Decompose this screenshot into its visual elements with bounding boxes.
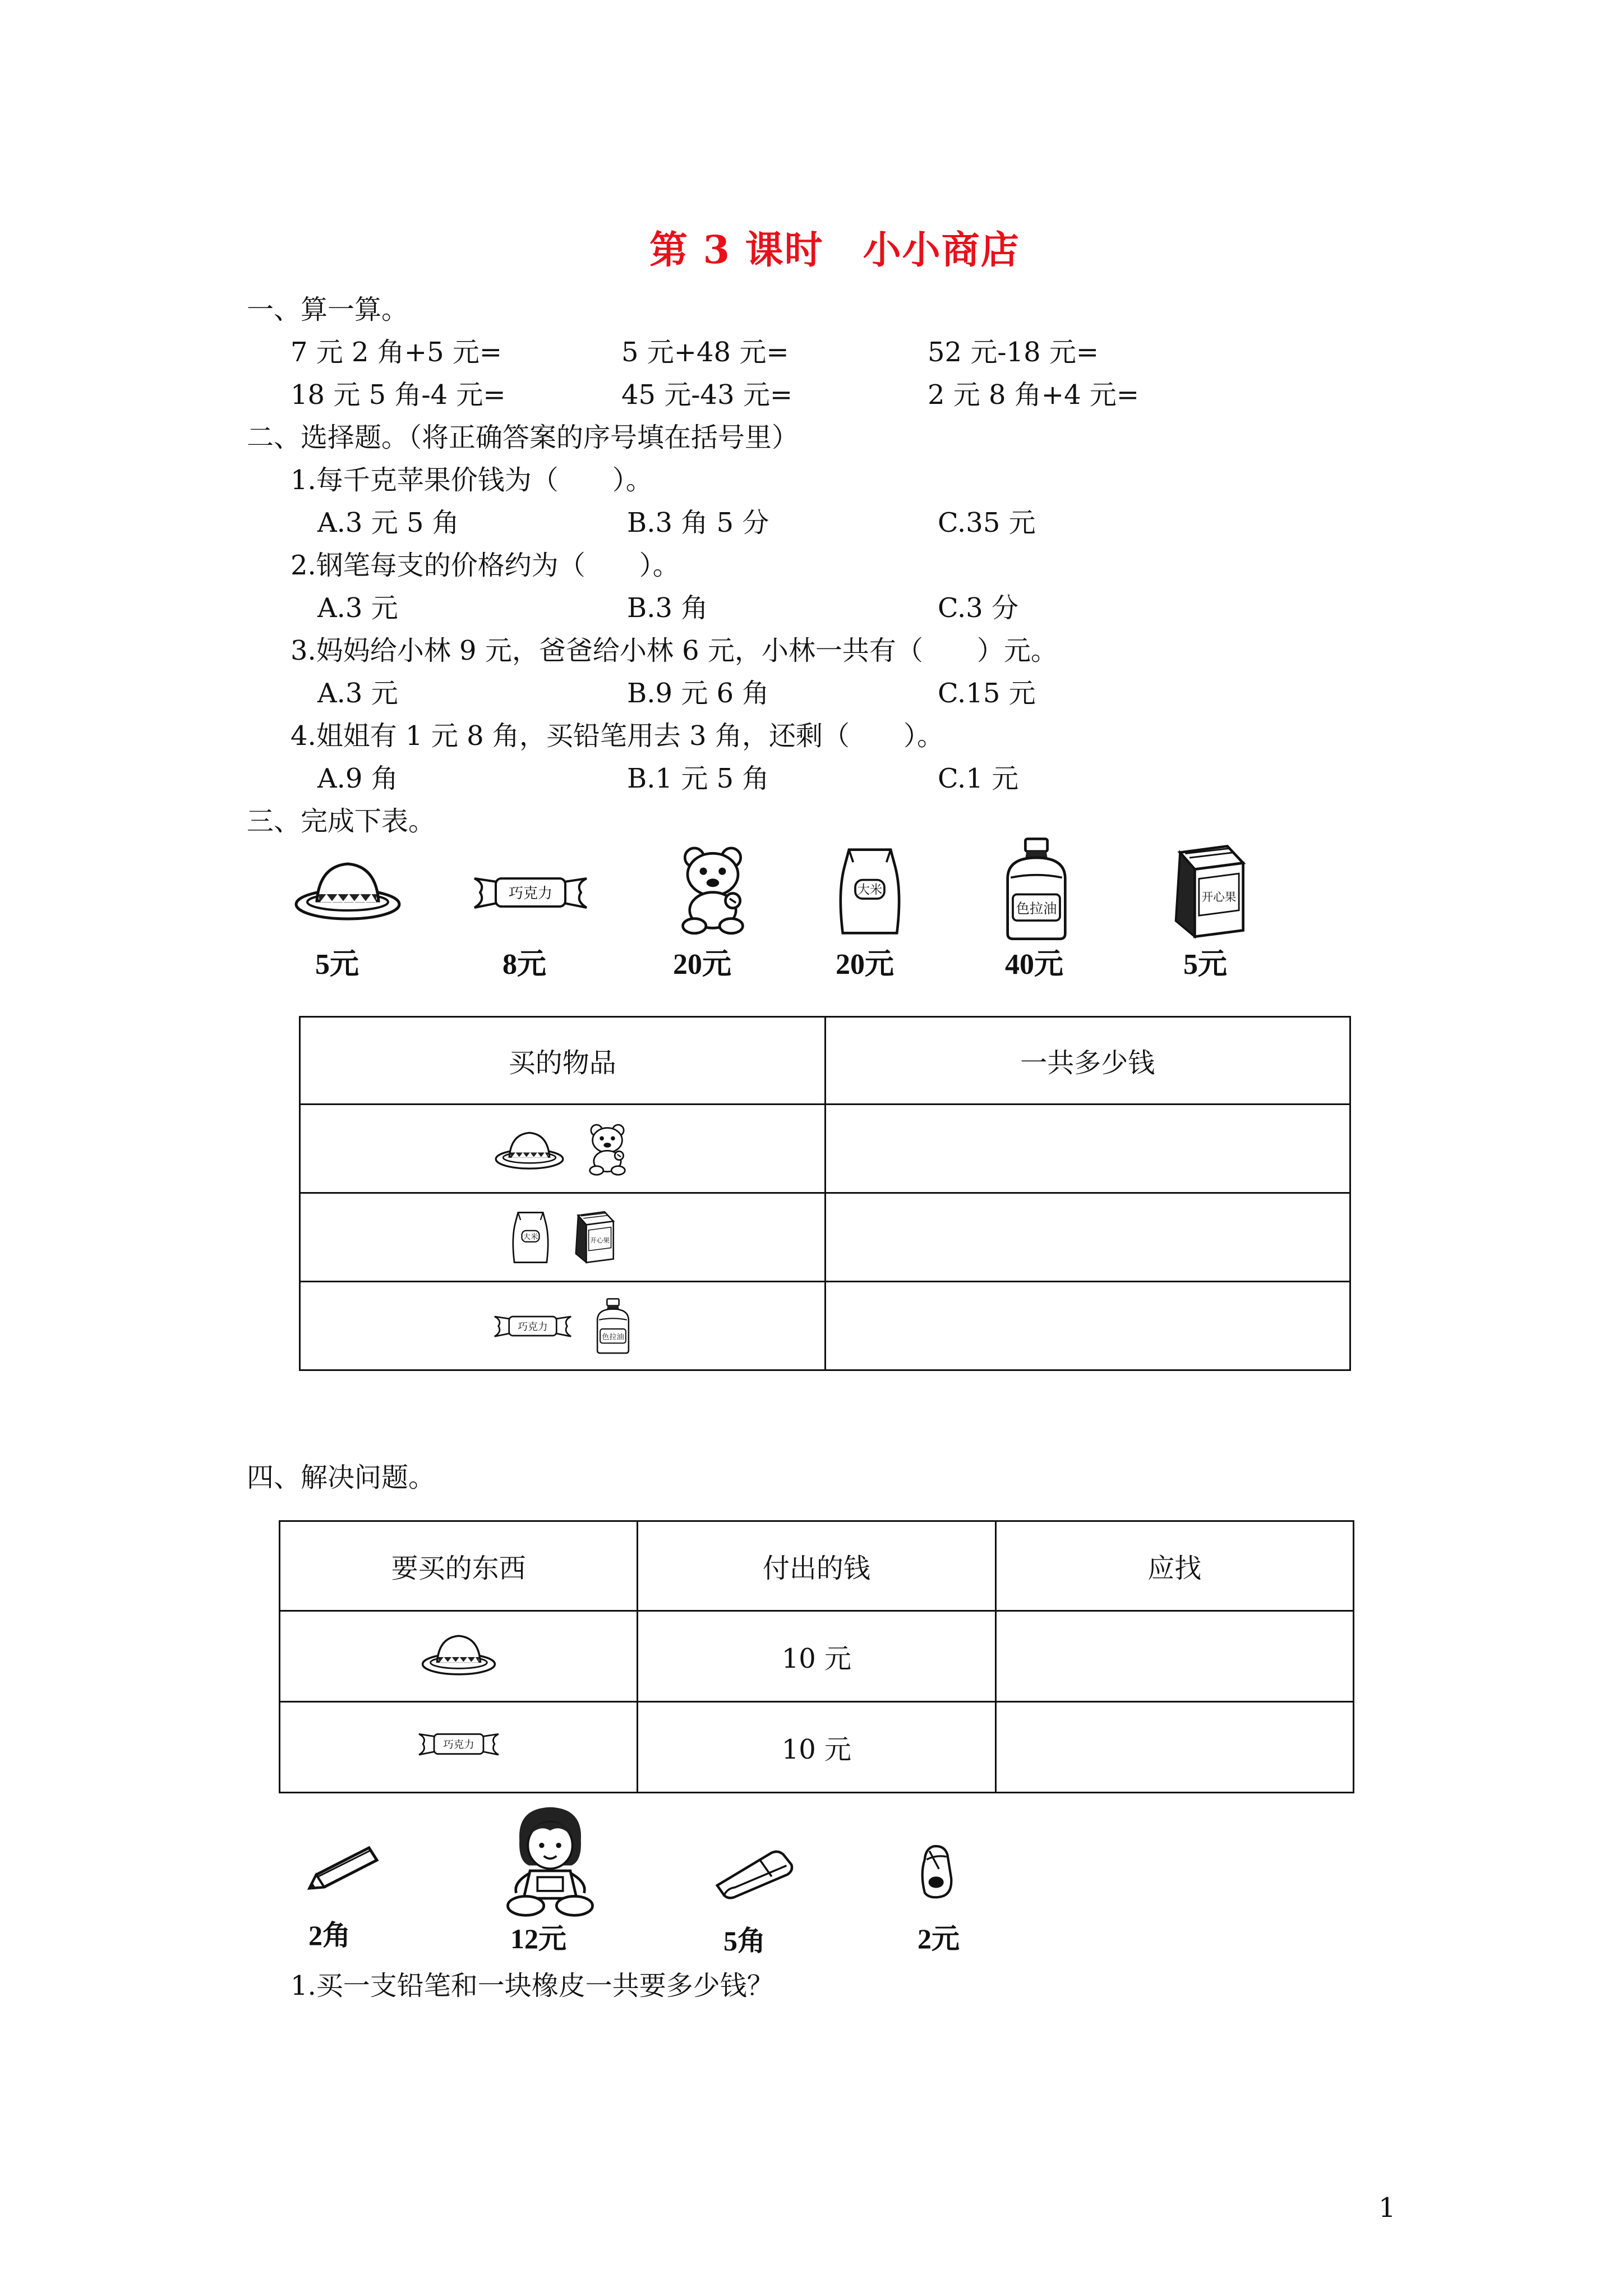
table-header: 应找 (995, 1521, 1353, 1611)
item-price: 2元 (917, 1923, 960, 1954)
purchase-table (299, 1016, 1351, 1371)
choice-option-a: A.3 元 (317, 678, 398, 709)
calc-problem: 18 元 5 角-4 元= (291, 379, 506, 411)
hat-icon (419, 1630, 498, 1677)
page-title: 第 3 课时 小小商店 (649, 228, 1020, 273)
paid-amount: 10 元 (638, 1702, 995, 1793)
table-header: 付出的钱 (638, 1521, 995, 1611)
item-price: 5角 (723, 1925, 766, 1957)
section2-heading: 二、选择题。（将正确答案的序号填在括号里） (247, 422, 799, 453)
snack-pack-icon (1164, 841, 1248, 942)
item-price: 5元 (315, 949, 359, 981)
table-header: 要买的东西 (280, 1521, 638, 1611)
item-price: 5元 (1183, 949, 1228, 981)
answer-cell[interactable] (825, 1282, 1350, 1370)
table-row (300, 1105, 1350, 1193)
change-table (279, 1520, 1354, 1793)
calc-problem: 45 元-43 元= (621, 379, 793, 411)
paid-amount: 10 元 (638, 1611, 995, 1702)
section3-heading: 三、完成下表。 (247, 806, 436, 837)
table-row (280, 1702, 1354, 1793)
choice-option-b: B.3 角 (627, 592, 708, 624)
item-price: 40元 (1005, 949, 1064, 981)
hat-icon (292, 855, 404, 922)
choice-option-a: A.3 元 5 角 (317, 507, 459, 539)
hat-icon (493, 1127, 566, 1171)
table-row (300, 1193, 1350, 1282)
oil-bottle-icon (592, 1297, 634, 1355)
choice-question: 4.姐姐有 1 元 8 角，买铅笔用去 3 角，还剩（ ）。 (291, 720, 944, 752)
section1-heading: 一、算一算。 (247, 294, 409, 325)
section4-heading: 四、解决问题。 (247, 1462, 436, 1493)
choice-option-b: B.9 元 6 角 (627, 678, 769, 709)
calc-problem: 52 元-18 元= (928, 337, 1099, 368)
choice-option-a: A.3 元 (317, 592, 398, 624)
item-price: 20元 (673, 949, 732, 981)
teddy-bear-icon (671, 841, 755, 937)
candy-icon (415, 1726, 502, 1762)
eraser-icon (712, 1846, 796, 1901)
page-number: 1 (1378, 2192, 1396, 2224)
choice-option-a: A.9 角 (317, 763, 398, 794)
pencil-icon (303, 1843, 381, 1894)
candy-icon (491, 1309, 575, 1343)
word-problem: 1.买一支铅笔和一块橡皮一共要多少钱？ (291, 1970, 774, 2001)
choice-option-b: B.1 元 5 角 (627, 763, 769, 794)
calc-problem: 7 元 2 角+5 元= (291, 337, 502, 368)
answer-cell[interactable] (825, 1105, 1350, 1193)
choice-option-c: C.1 元 (938, 763, 1019, 794)
answer-cell[interactable] (995, 1611, 1353, 1702)
choice-option-c: C.35 元 (938, 507, 1036, 539)
choice-question: 3.妈妈给小林 9 元，爸爸给小林 6 元，小林一共有（ ）元。 (291, 635, 1058, 666)
answer-cell[interactable] (995, 1702, 1353, 1793)
table-header: 一共多少钱 (825, 1017, 1350, 1105)
table-row (300, 1282, 1350, 1370)
item-price: 12元 (510, 1923, 566, 1954)
oil-bottle-icon (997, 836, 1076, 942)
rice-bag-icon (509, 1209, 552, 1266)
calc-problem: 2 元 8 角+4 元= (928, 379, 1140, 411)
calc-problem: 5 元+48 元= (621, 337, 789, 368)
teddy-bear-icon (583, 1121, 632, 1177)
choice-option-c: C.15 元 (938, 678, 1036, 709)
pencil-sharpener-icon (915, 1840, 958, 1903)
choice-option-b: B.3 角 5 分 (627, 507, 769, 539)
item-price: 2角 (308, 1920, 351, 1951)
table-row (280, 1611, 1354, 1702)
table-header: 买的物品 (300, 1017, 826, 1105)
doll-icon (502, 1803, 598, 1920)
snack-pack-icon (569, 1209, 616, 1266)
rice-bag-icon (833, 844, 906, 939)
choice-question: 2.钢笔每支的价格约为（ ）。 (291, 550, 680, 581)
item-price: 20元 (836, 949, 895, 981)
candy-icon (469, 867, 592, 918)
choice-option-c: C.3 分 (938, 592, 1019, 624)
item-price: 8元 (502, 949, 547, 981)
choice-question: 1.每千克苹果价钱为（ ）。 (291, 464, 653, 496)
answer-cell[interactable] (825, 1193, 1350, 1282)
